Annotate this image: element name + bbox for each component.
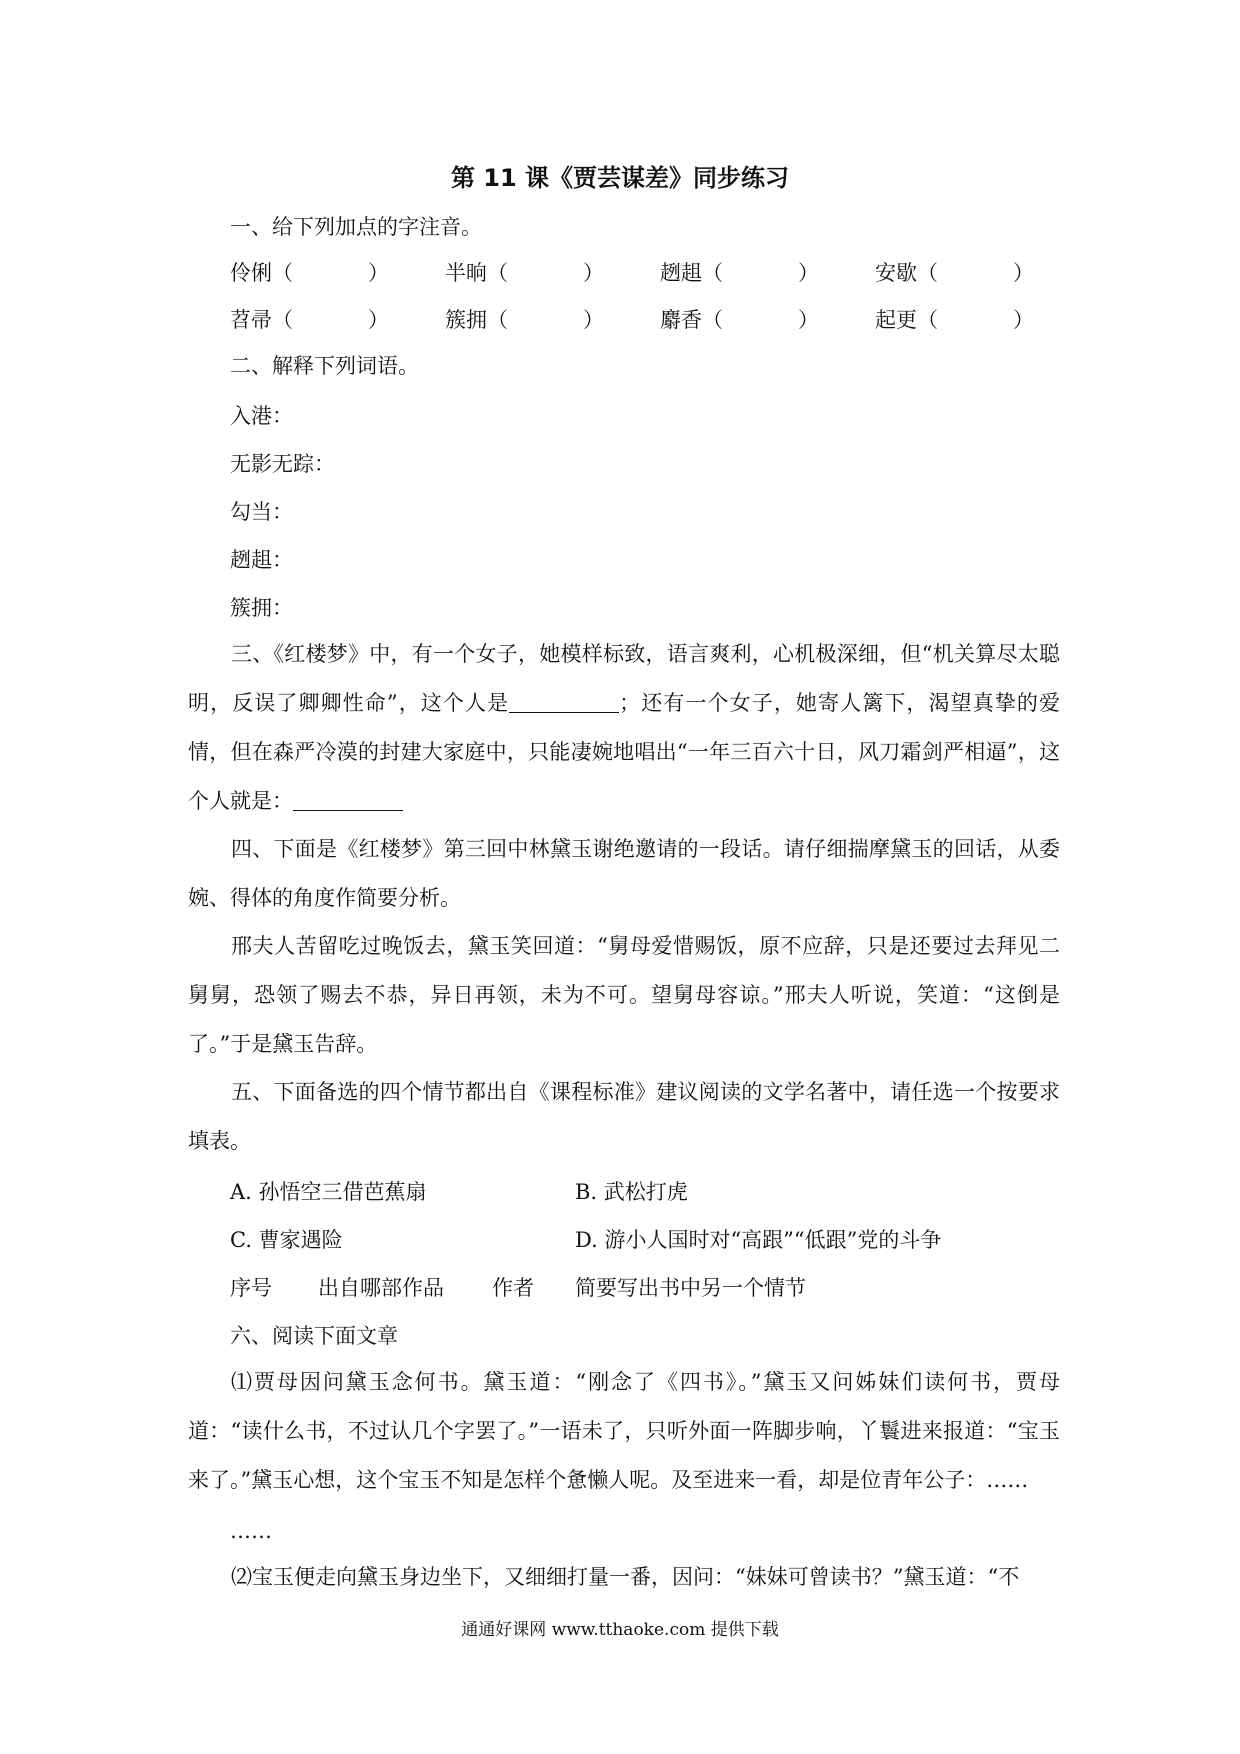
pinyin-item: 趔趄（ ） [660, 261, 819, 285]
section1-heading: 一、给下列加点的字注音。 [230, 215, 482, 239]
pinyin-item: 簇拥（ ） [445, 308, 604, 332]
section3-paragraph [188, 630, 1060, 826]
pinyin-item: 半晌（ ） [445, 261, 604, 285]
section5-heading: 五、下面备选的四个情节都出自《课程标准》建议阅读的文学名著中，请任选一个按要求填表。 [188, 1080, 1060, 1153]
option-a: A. 孙悟空三借芭蕉扇 [230, 1180, 427, 1204]
answer-blank-1[interactable] [509, 690, 619, 713]
section3-text-1: 三、《红楼梦》中，有一个女子，她模样标致，语言爽利，心机极深细，但“机关算尽太聪明，反误了卿卿性命”，这个人是 [188, 642, 1060, 715]
term-item: 入港： [230, 404, 293, 428]
section6-heading: 六、阅读下面文章 [230, 1324, 398, 1348]
term-item: 趔趄： [230, 548, 293, 572]
section4-heading: 四、下面是《红楼梦》第三回中林黛玉谢绝邀请的一段话。请仔细揣摩黛玉的回话，从委婉、得体的角度作简要分析。 [188, 837, 1060, 910]
pinyin-row-2 [230, 304, 1060, 334]
pinyin-item: 苕帚（ ） [230, 308, 389, 332]
table-header-cell: 序号 [230, 1276, 272, 1300]
table-header-cell: 出自哪部作品 [318, 1276, 444, 1300]
table-header-row [230, 1272, 1030, 1302]
option-b: B. 武松打虎 [575, 1180, 688, 1204]
pinyin-row-1 [230, 257, 1060, 287]
term-item: 簇拥： [230, 596, 293, 620]
page-title: 第 11 课《贾芸谋差》同步练习 [450, 164, 790, 192]
pinyin-item: 伶俐（ ） [230, 261, 389, 285]
section3-text-2: ；还有一个女子，她寄人篱下，渴望真挚的爱情，但在森严冷漠的封建大家庭中，只能凄婉地唱出“一年三百六十日，风刀霜剑严相逼”，这个人就是： [188, 691, 1060, 813]
section4-passage: 邢夫人苦留吃过晚饭去，黛玉笑回道：“舅母爱惜赐饭，原不应辞，只是还要过去拜见二舅舅，恐领了赐去不恭，异日再领，未为不可。望舅母容谅。”邢夫人听说，笑道：“这倒是了。”于是黛玉告辞。 [188, 934, 1060, 1056]
option-d: D. 游小人国时对“高跟”“低跟”党的斗争 [575, 1228, 942, 1252]
page-footer: 通通好课网 www.tthaoke.com 提供下载 [461, 1620, 779, 1640]
section2-heading: 二、解释下列词语。 [230, 354, 419, 378]
reading-ellipsis: …… [230, 1519, 272, 1543]
pinyin-item: 安歇（ ） [875, 261, 1034, 285]
term-item: 勾当： [230, 500, 293, 524]
table-header-cell: 简要写出书中另一个情节 [575, 1276, 806, 1300]
reading-paragraph-1: ⑴贾母因问黛玉念何书。黛玉道：“刚念了《四书》。”黛玉又问姊妹们读何书，贾母道：“读什么书，不过认几个字罢了。”一语未了，只听外面一阵脚步响，丫鬟进来报道：“宝玉来了。”黛玉心想，这个宝玉不知是怎样个惫懒人呢。及至进来一看，却是位青年公子：…… [188, 1370, 1060, 1492]
reading-paragraph-2: ⑵宝玉便走向黛玉身边坐下，又细细打量一番，因问：“妹妹可曾读书？”黛玉道：“不 [231, 1565, 1020, 1589]
term-item: 无影无踪： [230, 452, 335, 476]
table-header-cell: 作者 [492, 1276, 534, 1300]
pinyin-item: 麝香（ ） [660, 308, 819, 332]
answer-blank-2[interactable] [293, 788, 403, 811]
pinyin-item: 起更（ ） [875, 308, 1034, 332]
option-c: C. 曹家遇险 [230, 1228, 343, 1252]
